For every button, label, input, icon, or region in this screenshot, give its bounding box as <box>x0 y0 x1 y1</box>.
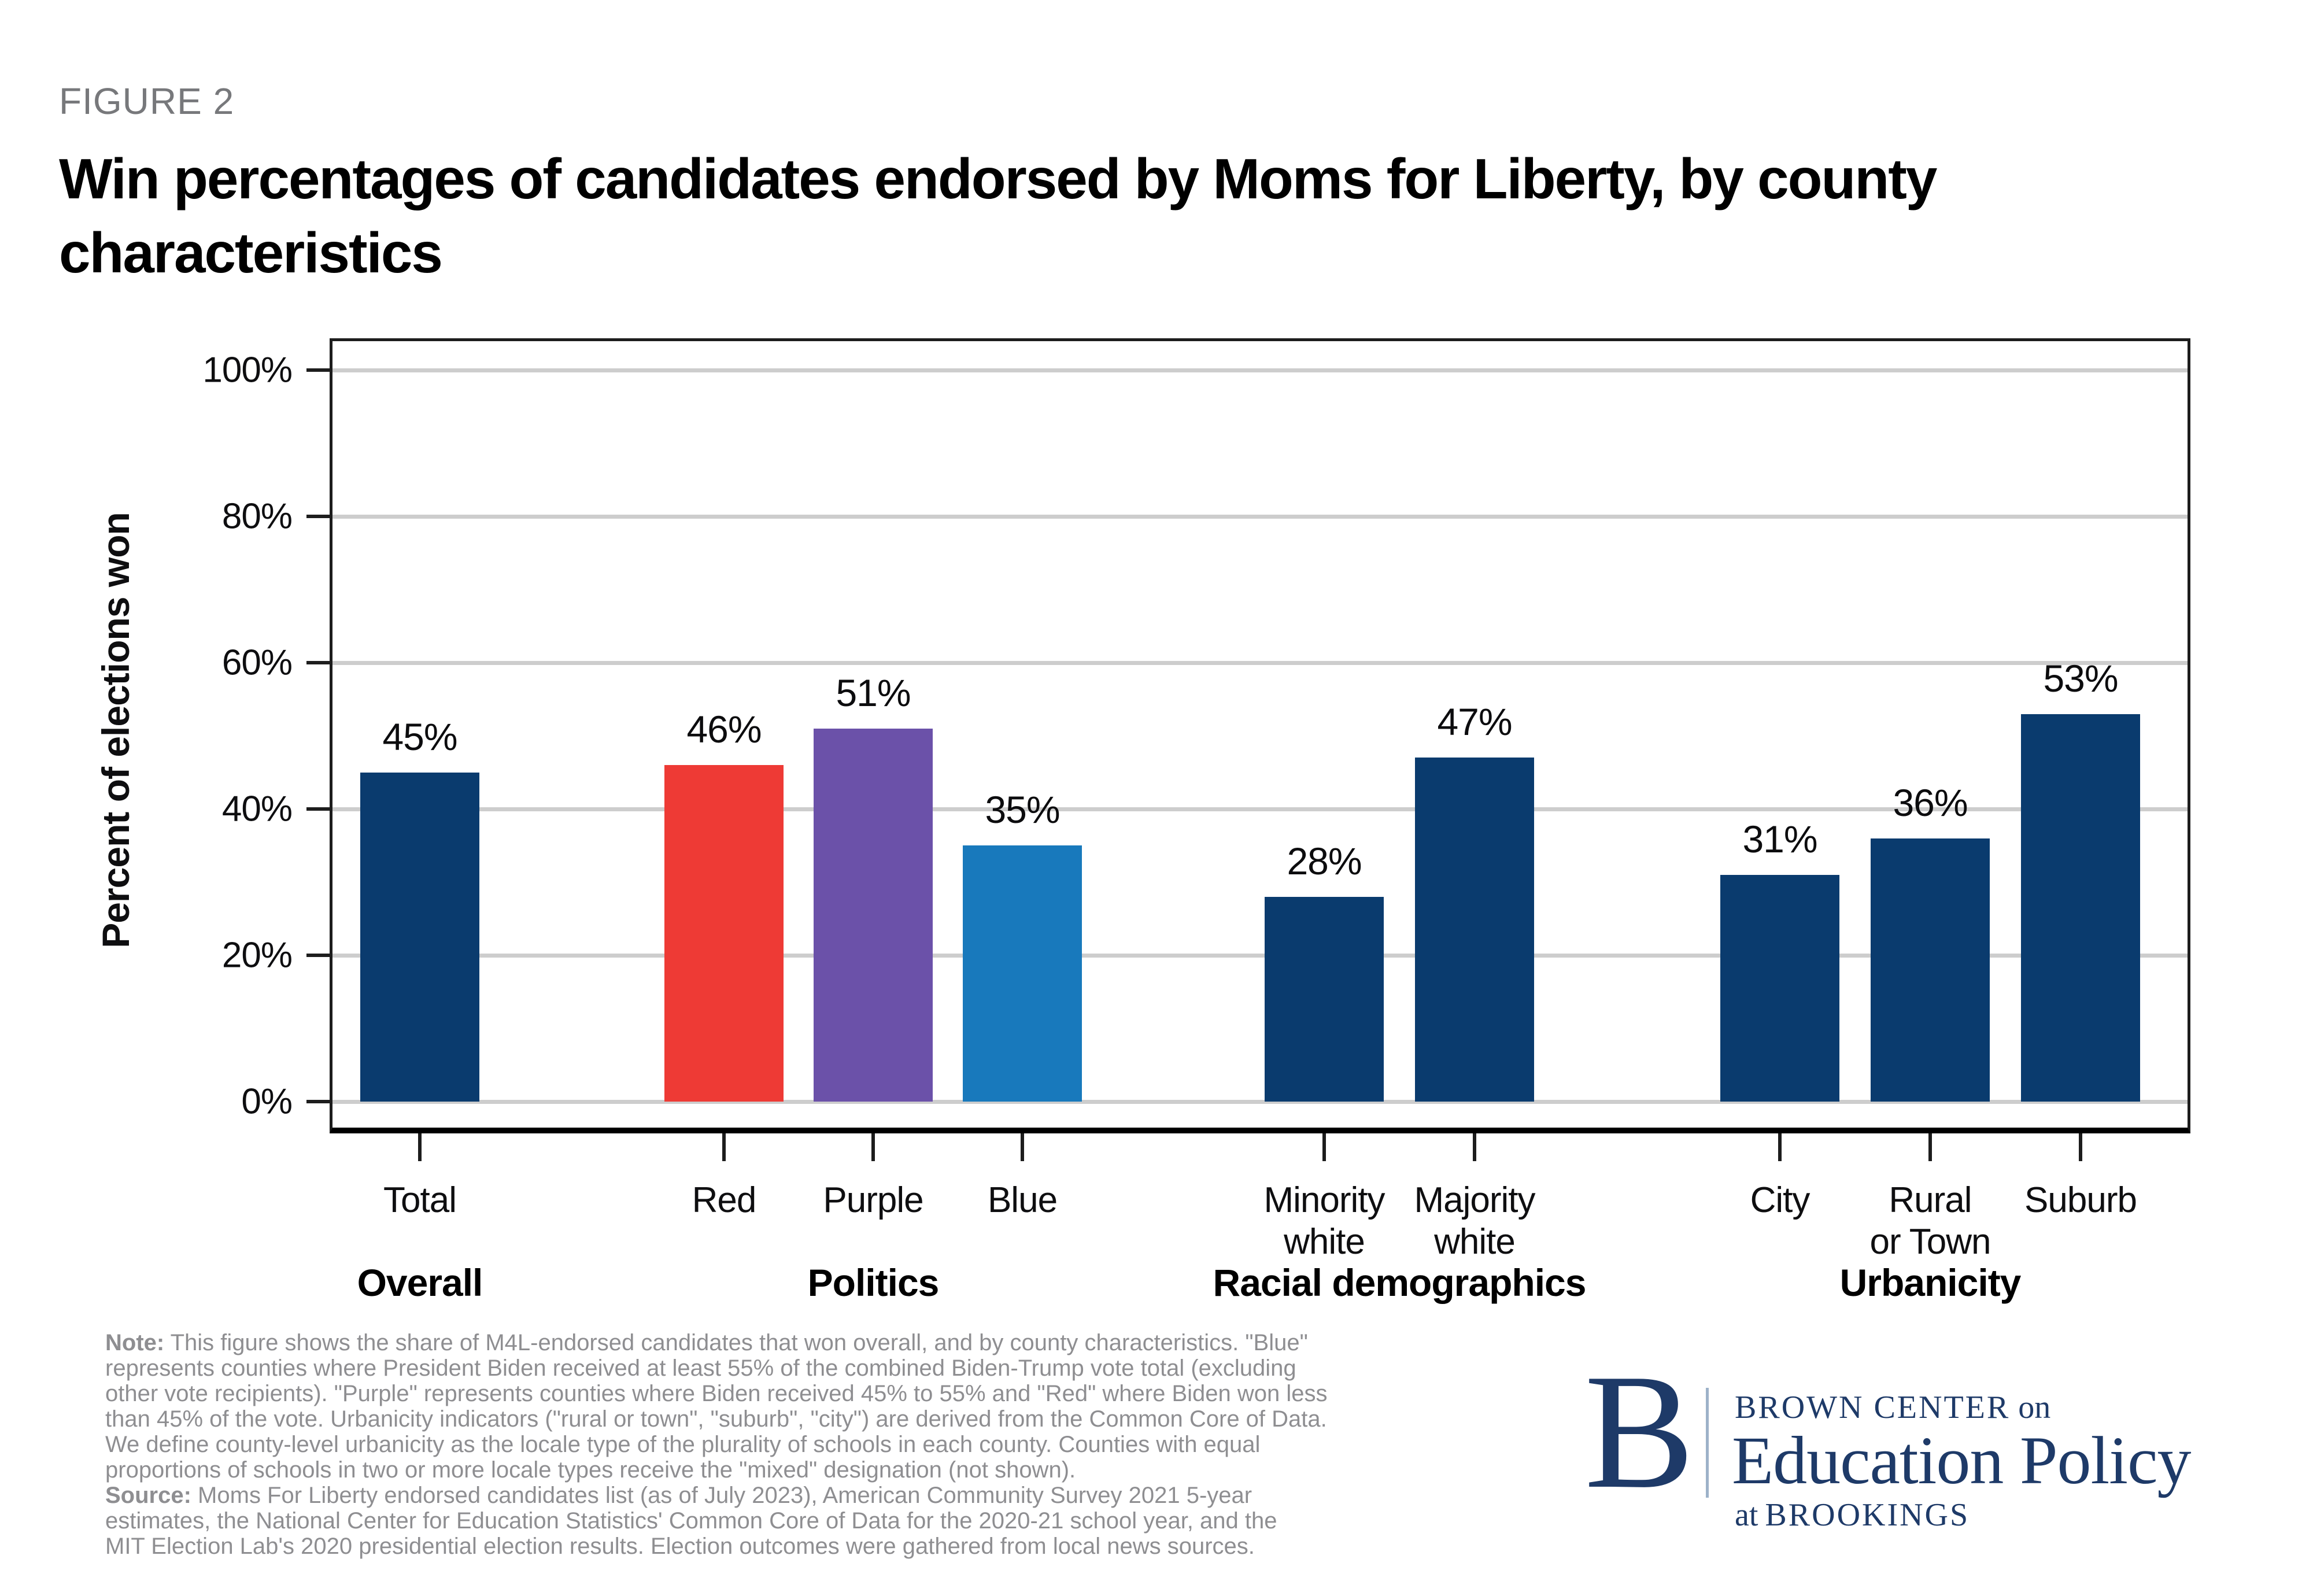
note-bold-prefix: Source: <box>105 1483 191 1508</box>
x-axis-label-line: Rural <box>1889 1180 1972 1220</box>
y-tick-80 <box>306 515 330 518</box>
y-axis-title: Percent of elections won <box>94 512 137 948</box>
bar-red <box>664 765 784 1102</box>
x-axis-label-suburb <box>1820 1180 2313 1221</box>
note-line-3: other vote recipients). "Purple" represents counties where Biden received 45% to 55% and "Red" where Biden won less <box>105 1381 1328 1406</box>
group-label-urbanicity: Urbanicity <box>1839 1261 2021 1304</box>
logo-brown-center-text: BROWN CENTER <box>1735 1390 2011 1425</box>
x-tick-blue <box>1021 1133 1024 1161</box>
x-axis-label-line: white <box>1284 1222 1365 1262</box>
note-line-9: MIT Election Lab's 2020 presidential election results. Election outcomes were gathered from local news sources. <box>105 1534 1255 1559</box>
bar-value-label-total: 45% <box>382 715 457 758</box>
x-axis-label-line: or Town <box>1869 1222 1991 1262</box>
group-label-overall: Overall <box>357 1261 483 1304</box>
bar-rural-or-town <box>1871 838 1990 1102</box>
y-tick-100 <box>306 368 330 372</box>
note-line-1: Note: This figure shows the share of M4L-endorsed candidates that won overall, and by county characteristics. "Blue" <box>105 1330 1308 1355</box>
gridline-80 <box>332 515 2188 519</box>
y-tick-60 <box>306 661 330 664</box>
bar-value-label-blue: 35% <box>985 788 1060 832</box>
x-tick-total <box>418 1133 422 1161</box>
brookings-b-monogram: B <box>1584 1340 1695 1523</box>
y-tick-20 <box>306 954 330 957</box>
chart-title <box>59 142 1936 290</box>
chart-title-line2: characteristics <box>59 221 442 285</box>
x-tick-majority-white <box>1473 1133 1476 1161</box>
bar-majority-white <box>1415 758 1534 1102</box>
note-line-8: estimates, the National Center for Education Statistics' Common Core of Data for the 2020-21 school year, and the <box>105 1508 1277 1534</box>
bar-value-label-minority-white: 28% <box>1287 839 1362 882</box>
bar-blue <box>963 845 1082 1102</box>
note-bold-prefix: Note: <box>105 1330 165 1355</box>
logo-education-policy: Education Policy <box>1732 1423 2191 1498</box>
logo-at-brookings <box>1735 1497 1970 1534</box>
group-label-politics: Politics <box>807 1261 939 1304</box>
bar-value-label-city: 31% <box>1742 817 1817 860</box>
note-line-7: Source: Moms For Liberty endorsed candidates list (as of July 2023), American Community Survey 2021 5-year <box>105 1483 1252 1508</box>
x-axis-label-line: Total <box>383 1180 456 1220</box>
x-tick-suburb <box>2079 1133 2082 1161</box>
note-line-6: proportions of schools in two or more locale types receive the "mixed" designation (not shown). <box>105 1457 1076 1483</box>
bar-value-label-suburb: 53% <box>2043 656 2118 700</box>
bar-city <box>1720 875 1839 1102</box>
figure-label: FIGURE 2 <box>59 80 235 122</box>
note-line-2: represents counties where President Biden received at least 55% of the combined Biden-Trump vote total (excluding <box>105 1355 1296 1381</box>
y-tick-label-60: 60% <box>221 642 292 683</box>
bar-minority-white <box>1265 897 1384 1102</box>
logo-brookings-text: BROOKINGS <box>1765 1497 1970 1533</box>
logo-on-text: on <box>2018 1390 2051 1425</box>
y-tick-label-0: 0% <box>241 1081 292 1122</box>
x-tick-minority-white <box>1322 1133 1326 1161</box>
x-axis-label-line: City <box>1750 1180 1810 1220</box>
logo-at-text: at <box>1735 1497 1758 1533</box>
gridline-100 <box>332 368 2188 372</box>
x-tick-red <box>722 1133 726 1161</box>
x-tick-purple <box>871 1133 875 1161</box>
y-tick-label-40: 40% <box>221 789 292 829</box>
chart-title-line1: Win percentages of candidates endorsed by Moms for Liberty, by county <box>59 147 1937 210</box>
group-label-racial-demographics: Racial demographics <box>1213 1261 1586 1304</box>
y-tick-0 <box>306 1100 330 1103</box>
note-line-5: We define county-level urbanicity as the locale type of the plurality of schools in each county. Counties with equal <box>105 1432 1261 1457</box>
note-line-4: than 45% of the vote. Urbanicity indicators ("rural or town", "suburb", "city") are derived from the Common Core of Data. <box>105 1406 1327 1432</box>
x-axis-label-line: Minority <box>1263 1180 1385 1220</box>
x-axis-label-line: Blue <box>987 1180 1058 1220</box>
y-tick-label-80: 80% <box>221 496 292 537</box>
x-tick-rural-or-town <box>1928 1133 1932 1161</box>
x-axis-label-line: Red <box>692 1180 756 1220</box>
gridline-60 <box>332 661 2188 665</box>
y-tick-40 <box>306 807 330 811</box>
bar-value-label-purple: 51% <box>836 671 911 714</box>
x-axis-label-line: white <box>1434 1222 1515 1262</box>
y-tick-label-20: 20% <box>221 935 292 976</box>
bar-purple <box>814 729 933 1102</box>
bar-value-label-rural-or-town: 36% <box>1893 781 1968 824</box>
x-axis-label-line: Majority <box>1414 1180 1535 1220</box>
logo-brown-center-on <box>1735 1389 2050 1426</box>
x-axis-label-line: Purple <box>823 1180 923 1220</box>
y-tick-label-100: 100% <box>202 350 292 390</box>
bar-total <box>360 773 479 1102</box>
note-block <box>105 1330 1328 1559</box>
logo-divider <box>1706 1388 1709 1498</box>
x-axis-label-line: Suburb <box>2024 1180 2137 1220</box>
x-tick-city <box>1778 1133 1782 1161</box>
bar-suburb <box>2021 714 2140 1102</box>
bar-value-label-majority-white: 47% <box>1437 700 1512 744</box>
bar-value-label-red: 46% <box>686 708 762 751</box>
